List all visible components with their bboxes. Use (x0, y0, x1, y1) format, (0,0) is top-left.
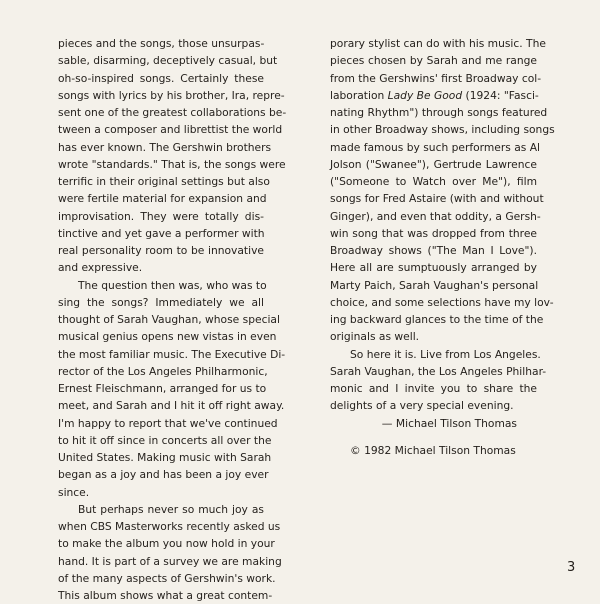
signature: — Michael Tilson Thomas (381, 416, 517, 430)
left-column (58, 35, 287, 604)
text-line: Sarah Vaughan, the Los Angeles Philhar- (330, 364, 547, 378)
paragraph-left-2 (58, 277, 286, 501)
text-line: Broadway shows ("The Man I Love"). (330, 244, 537, 257)
text-line: United States. Making music with Sarah (58, 451, 272, 464)
paragraph-right-1 (330, 35, 555, 346)
page-number: 3 (567, 560, 576, 575)
text-line: meet, and Sarah and I hit it off right away. (58, 399, 285, 413)
text-line: were fertile material for expansion and (58, 192, 267, 206)
text-line: But perhaps never so much joy as (78, 502, 264, 516)
text-line: The question then was, who was to (78, 278, 267, 292)
text-line: sing the songs? Immediately we all (58, 295, 264, 309)
text-line: ing backward glances to the time of the (330, 313, 544, 326)
text-line: since. (58, 485, 90, 499)
text-line: rector of the Los Angeles Philharmonic, (58, 364, 268, 378)
text-line: musical genius opens new vistas in even (58, 330, 277, 344)
right-column (330, 35, 555, 459)
text-line: improvisation. They were totally dis- (58, 209, 264, 223)
text-line: wrote "standards." That is, the songs were (58, 157, 286, 171)
text-line: the most familiar music. The Executive Di- (58, 347, 286, 361)
text-line: to hit it off since in concerts all over the (58, 433, 272, 447)
text-line: Jolson ("Swanee"), Gertrude Lawrence (330, 157, 537, 171)
text-line: Here all are sumptuously arranged by (330, 261, 537, 275)
text-line: choice, and some selections have my lov- (330, 295, 554, 309)
text-line: nating Rhythm") through songs featured (330, 106, 548, 119)
text-line: Ernest Fleischmann, arranged for us to (58, 382, 267, 395)
text-line: has ever known. The Gershwin brothers (58, 140, 272, 154)
text-line: pieces and the songs, those unsurpas- (58, 37, 265, 50)
copyright-notice: © 1982 Michael Tilson Thomas (350, 443, 516, 457)
text-line: songs with lyrics by his brother, Ira, repre- (58, 88, 285, 102)
text-line: originals as well. (330, 330, 420, 344)
text-line: when CBS Masterworks recently asked us (58, 520, 281, 533)
text-line: of the many aspects of Gershwin's work. (58, 571, 276, 585)
text-line: made famous by such performers as Al (330, 140, 541, 154)
text-line: and expressive. (58, 261, 143, 275)
text-line: hand. It is part of a survey we are making (58, 554, 282, 568)
text-line: I'm happy to report that we've continued (58, 416, 278, 430)
text-line: oh-so-inspired songs. Certainly these (58, 71, 264, 85)
text-line: Marty Paich, Sarah Vaughan's personal (330, 278, 539, 292)
text-line: terrific in their original settings but also (58, 175, 270, 188)
text-line: sent one of the greatest collaborations be- (58, 106, 287, 119)
text-line: So here it is. Live from Los Angeles. (350, 347, 541, 361)
text-line: tween a composer and librettist the world (58, 123, 283, 137)
text-line: win song that was dropped from three (330, 226, 537, 240)
paragraph-right-2 (330, 346, 547, 415)
text-line: in other Broadway shows, including songs (330, 123, 555, 137)
text-line: real personality room to be innovative (58, 244, 264, 257)
show-title: Lady Be Good (387, 88, 463, 102)
text-line: delights of a very special evening. (330, 399, 514, 413)
paragraph-left-1 (58, 35, 287, 277)
text-line: monic and I invite you to share the (330, 382, 537, 395)
text-line: pieces chosen by Sarah and me range (330, 54, 537, 68)
text-line: ("Someone to Watch over Me"), film (330, 175, 537, 188)
text-line: began as a joy and has been a joy ever (58, 468, 269, 482)
text-line: tinctive and yet gave a performer with (58, 226, 265, 240)
text-line: thought of Sarah Vaughan, whose special (58, 313, 280, 326)
text-line: porary stylist can do with his music. The (330, 37, 546, 50)
text-line: to make the album you now hold in your (58, 537, 275, 551)
text-line: from the Gershwins' first Broadway col- (330, 71, 542, 85)
text-line: Ginger), and even that oddity, a Gersh- (330, 209, 541, 223)
text-line: songs for Fred Astaire (with and without (330, 192, 544, 206)
text-line: sable, disarming, deceptively casual, but (58, 54, 278, 68)
paragraph-left-3 (58, 501, 282, 604)
text-line: This album shows what a great contem- (58, 589, 273, 602)
text-line: laboration Lady Be Good (1924: "Fasci- (330, 88, 539, 102)
